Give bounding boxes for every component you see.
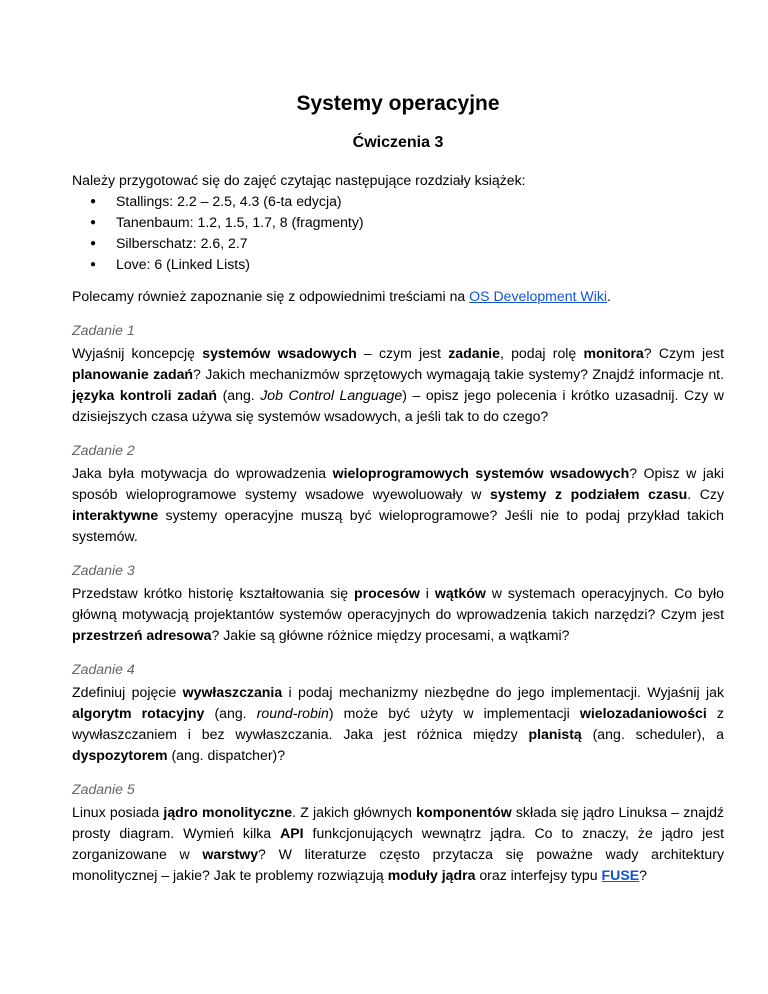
fuse-link[interactable]: FUSE	[601, 867, 640, 883]
task-text: funkcjonujących wewnątrz jądra. Co to znaczy, że jądro jest zorganizowane w	[72, 825, 725, 862]
task-text: i podaj mechanizmy niezbędne do jego implementacji. Wyjaśnij jak	[282, 684, 725, 700]
task-text: ?	[639, 867, 647, 883]
task-text: – czym jest	[356, 345, 449, 361]
key-term: wątków	[434, 585, 486, 601]
task-body	[72, 682, 724, 766]
document-subtitle: Ćwiczenia 3	[352, 134, 444, 151]
task-text: ? W literaturze często przytacza się poważne wady architektury monolitycznej – jakie? Jak te problemy rozwiązują	[72, 846, 725, 883]
task-body	[72, 583, 724, 646]
key-term: API	[280, 825, 304, 841]
key-term: języka kontroli zadań	[72, 387, 218, 403]
task-text: (ang. dispatcher)?	[167, 747, 286, 763]
key-term: zadanie	[448, 345, 500, 361]
recommend-text	[72, 286, 724, 307]
document-title: Systemy operacyjne	[296, 92, 500, 115]
key-term: dyspozytorem	[72, 747, 168, 763]
task-text: Przedstaw krótko historię kształtowania się	[72, 585, 355, 601]
intro-text: Należy przygotować się do zajęć czytając następujące rozdziały książek:	[72, 172, 526, 188]
task-text: ? Opisz w jaki sposób wieloprogramowe systemy wsadowe wyewoluowały w	[72, 465, 724, 502]
task-label: Zadanie 5	[72, 781, 135, 797]
task-text: ? Jakie są główne różnice między procesami, a wątkami?	[211, 627, 570, 643]
key-term: wywłaszczania	[182, 684, 283, 700]
task-text: (ang. scheduler), a	[581, 726, 724, 742]
key-term: procesów	[354, 585, 420, 601]
task-text: składa się jądro Linuksa – znajdź prosty diagram. Wymień kilka	[72, 804, 724, 841]
task-text: (ang.	[204, 705, 257, 721]
task-text: . Z jakich głównych	[292, 804, 417, 820]
task-text: (ang.	[217, 387, 261, 403]
key-term: planistą	[528, 726, 582, 742]
key-term: moduły jądra	[387, 867, 476, 883]
recommend-suffix: .	[607, 288, 611, 304]
task-text: z wywłaszczaniem i bez wywłaszczania. Jaka jest różnica między	[72, 705, 724, 742]
task-text: ? Jakich mechanizmów sprzętowych wymagają takie systemy? Znajdź informacje nt.	[193, 366, 724, 382]
task-text: ) może być użyty w implementacji	[328, 705, 580, 721]
document-content	[72, 170, 724, 886]
key-term: monitora	[583, 345, 644, 361]
task-text: w systemach operacyjnych. Co było główną motywacją projektantów systemów operacyjnych do wprowadzenia takich narzędzi? Czym jest	[72, 585, 724, 622]
key-term: systemy z podziałem czasu	[490, 486, 688, 502]
reading-item: ● Tanenbaum: 1.2, 1.5, 1.7, 8 (fragmenty)	[116, 212, 724, 233]
key-term: interaktywne	[72, 507, 159, 523]
key-term: komponentów	[416, 804, 512, 820]
reading-list	[72, 191, 724, 275]
key-term: jądro monolityczne	[163, 804, 293, 820]
english-term: round-robin	[256, 705, 329, 721]
task-text: Wyjaśnij koncepcję	[72, 345, 203, 361]
key-term: wieloprogramowych systemów wsadowych	[332, 465, 630, 481]
task-label: Zadanie 1	[72, 322, 135, 338]
task-text: Jaka była motywacja do wprowadzenia	[72, 465, 333, 481]
task-text: i	[419, 585, 435, 601]
task-text: . Czy	[687, 486, 725, 502]
task-label: Zadanie 4	[72, 661, 135, 677]
task-list	[72, 320, 724, 886]
task-text: , podaj rolę	[499, 345, 584, 361]
key-term: wielozadaniowości	[579, 705, 707, 721]
task-text: systemy operacyjne muszą być wieloprogramowe? Jeśli nie to podaj przykład takich systemów.	[72, 507, 724, 544]
task-body	[72, 463, 724, 547]
task-text: ) – opisz jego polecenia i krótko uzasadnij. Czy w dzisiejszych czasa używa się systemów wsadowych, a jeśli tak to do czego?	[72, 387, 724, 424]
key-term: systemów wsadowych	[202, 345, 357, 361]
english-term: Job Control Language	[260, 387, 403, 403]
task-text: Linux posiada	[72, 804, 164, 820]
key-term: algorytm rotacyjny	[72, 705, 205, 721]
task-text: ? Czym jest	[643, 345, 724, 361]
task-label: Zadanie 2	[72, 442, 135, 458]
recommend-prefix: Polecamy również zapoznanie się z odpowiednimi treściami na	[72, 288, 470, 304]
task-text: oraz interfejsy typu	[475, 867, 602, 883]
reading-item: ● Stallings: 2.2 – 2.5, 4.3 (6-ta edycja)	[116, 191, 724, 212]
task-body	[72, 802, 724, 886]
os-dev-wiki-link[interactable]: OS Development Wiki	[469, 288, 608, 304]
key-term: przestrzeń adresowa	[72, 627, 212, 643]
key-term: planowanie zadań	[72, 366, 194, 382]
reading-item: ● Silberschatz: 2.6, 2.7	[116, 233, 724, 254]
task-body	[72, 343, 724, 427]
task-label: Zadanie 3	[72, 562, 135, 578]
reading-item: ● Love: 6 (Linked Lists)	[116, 254, 724, 275]
task-text: Zdefiniuj pojęcie	[72, 684, 183, 700]
key-term: warstwy	[202, 846, 259, 862]
